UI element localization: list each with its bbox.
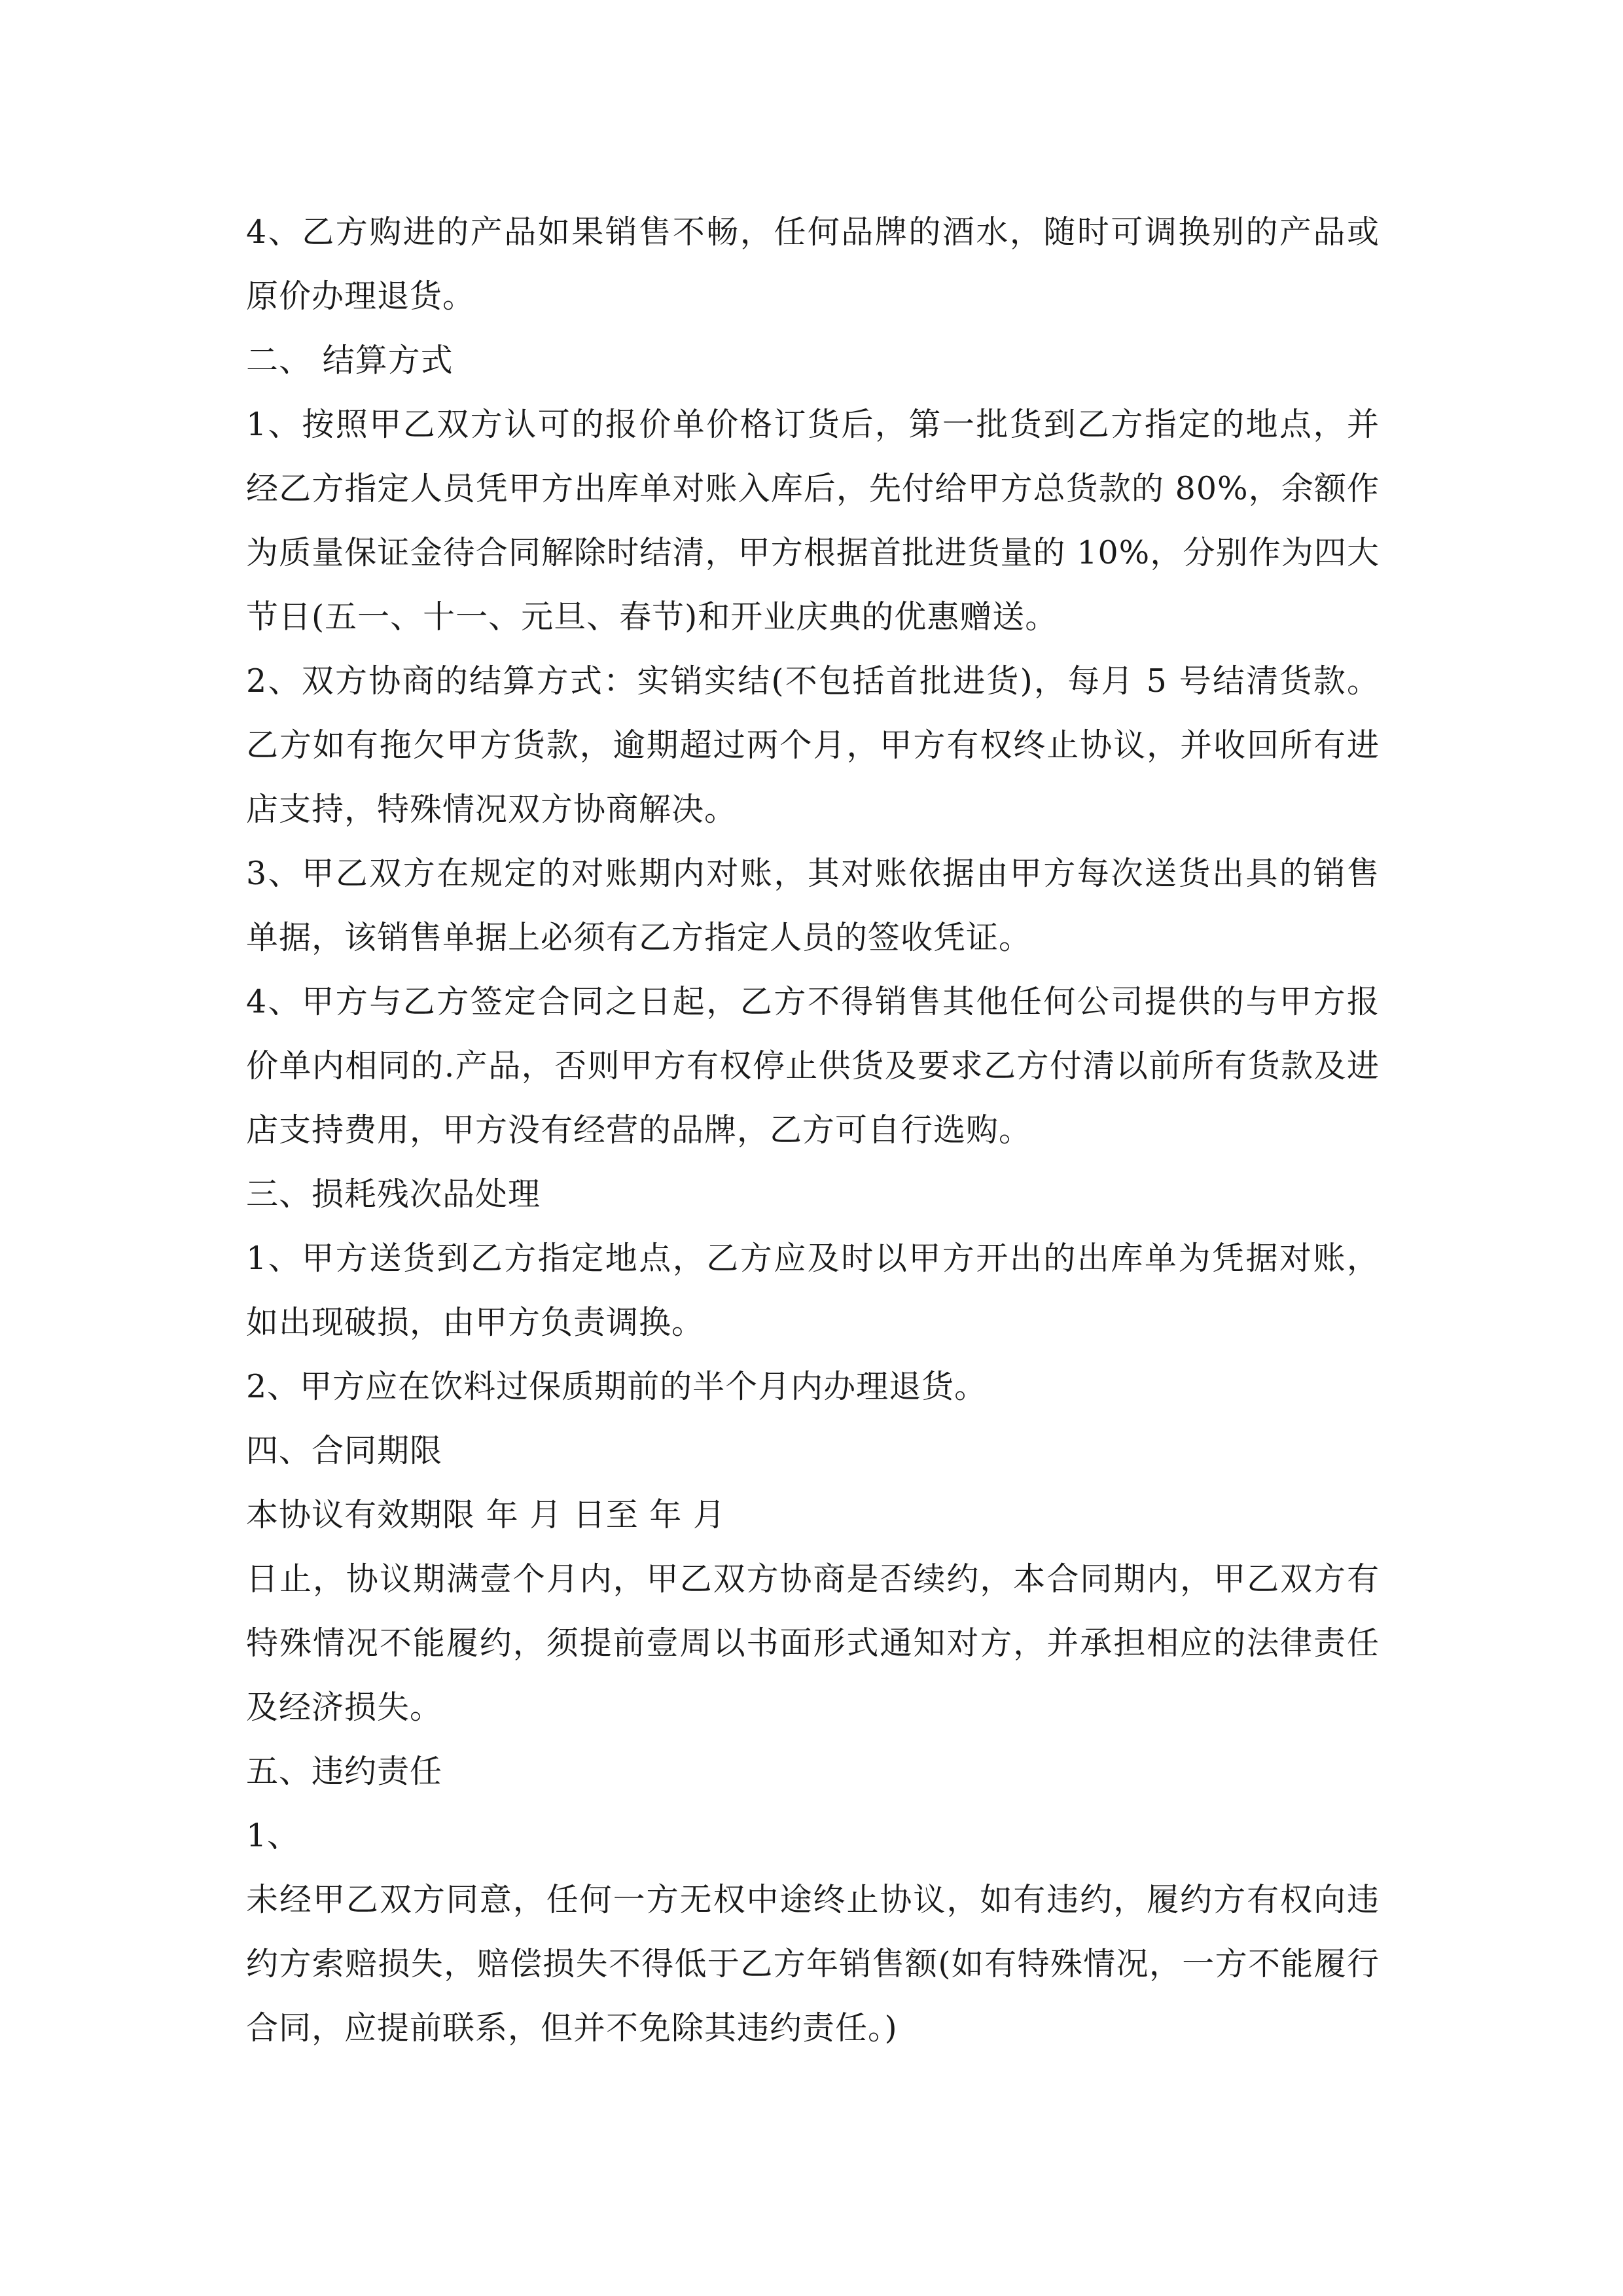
clause-contract-term: 日止，协议期满壹个月内，甲乙双方协商是否续约，本合同期内，甲乙双方有特殊情况不能履约，须提前壹周以书面形式通知对方，并承担相应的法律责任及经济损失。 xyxy=(246,1560,1380,1726)
clause-breach-1: 未经甲乙双方同意，任何一方无权中途终止协议，如有违约，履约方有权向违约方索赔损失，赔偿损失不得低于乙方年销售额(如有特殊情况，一方不能履行合同，应提前联系，但并不免除其违约责任。) xyxy=(246,1881,1380,2047)
clause-damaged-2: 2、甲方应在饮料过保质期前的半个月内办理退货。 xyxy=(246,1368,988,1405)
clause-breach-number: 1、 xyxy=(246,1817,300,1854)
section-heading-contract-term: 四、合同期限 xyxy=(246,1432,443,1469)
clause-settlement-4: 4、甲方与乙方签定合同之日起，乙方不得销售其他任何公司提供的与甲方报价单内相同的.产品，否则甲方有权停止供货及要求乙方付清以前所有货款及进店支持费用，甲方没有经营的品牌，乙方可自行选购。 xyxy=(246,983,1380,1149)
clause-settlement-3: 3、甲乙双方在规定的对账期内对账，其对账依据由甲方每次送货出具的销售单据，该销售单据上必须有乙方指定人员的签收凭证。 xyxy=(246,855,1380,956)
contract-term-dates: 本协议有效期限 年 月 日至 年 月 xyxy=(246,1496,726,1534)
clause-settlement-2: 2、双方协商的结算方式：实销实结(不包括首批进货)，每月 5 号结清货款。乙方如有拖欠甲方货款，逾期超过两个月，甲方有权终止协议，并收回所有进店支持，特殊情况双方协商解决。 xyxy=(246,662,1380,828)
clause-return-goods: 4、乙方购进的产品如果销售不畅，任何品牌的酒水，随时可调换别的产品或原价办理退货。 xyxy=(246,213,1380,315)
document-page xyxy=(246,200,1380,2060)
clause-settlement-1: 1、按照甲乙双方认可的报价单价格订货后，第一批货到乙方指定的地点，并经乙方指定人员凭甲方出库单对账入库后，先付给甲方总货款的 80%，余额作为质量保证金待合同解除时结清，甲方根据首批进货量的 10%，分别作为四大节日(五一、十一、元旦、春节)和开业庆典的优惠赠送。 xyxy=(246,406,1380,636)
section-heading-breach: 五、违约责任 xyxy=(246,1753,443,1790)
section-heading-damaged-goods: 三、损耗残次品处理 xyxy=(246,1175,541,1213)
clause-damaged-1: 1、甲方送货到乙方指定地点，乙方应及时以甲方开出的出库单为凭据对账，如出现破损，由甲方负责调换。 xyxy=(246,1240,1380,1341)
section-heading-settlement: 二、 结算方式 xyxy=(246,342,454,379)
